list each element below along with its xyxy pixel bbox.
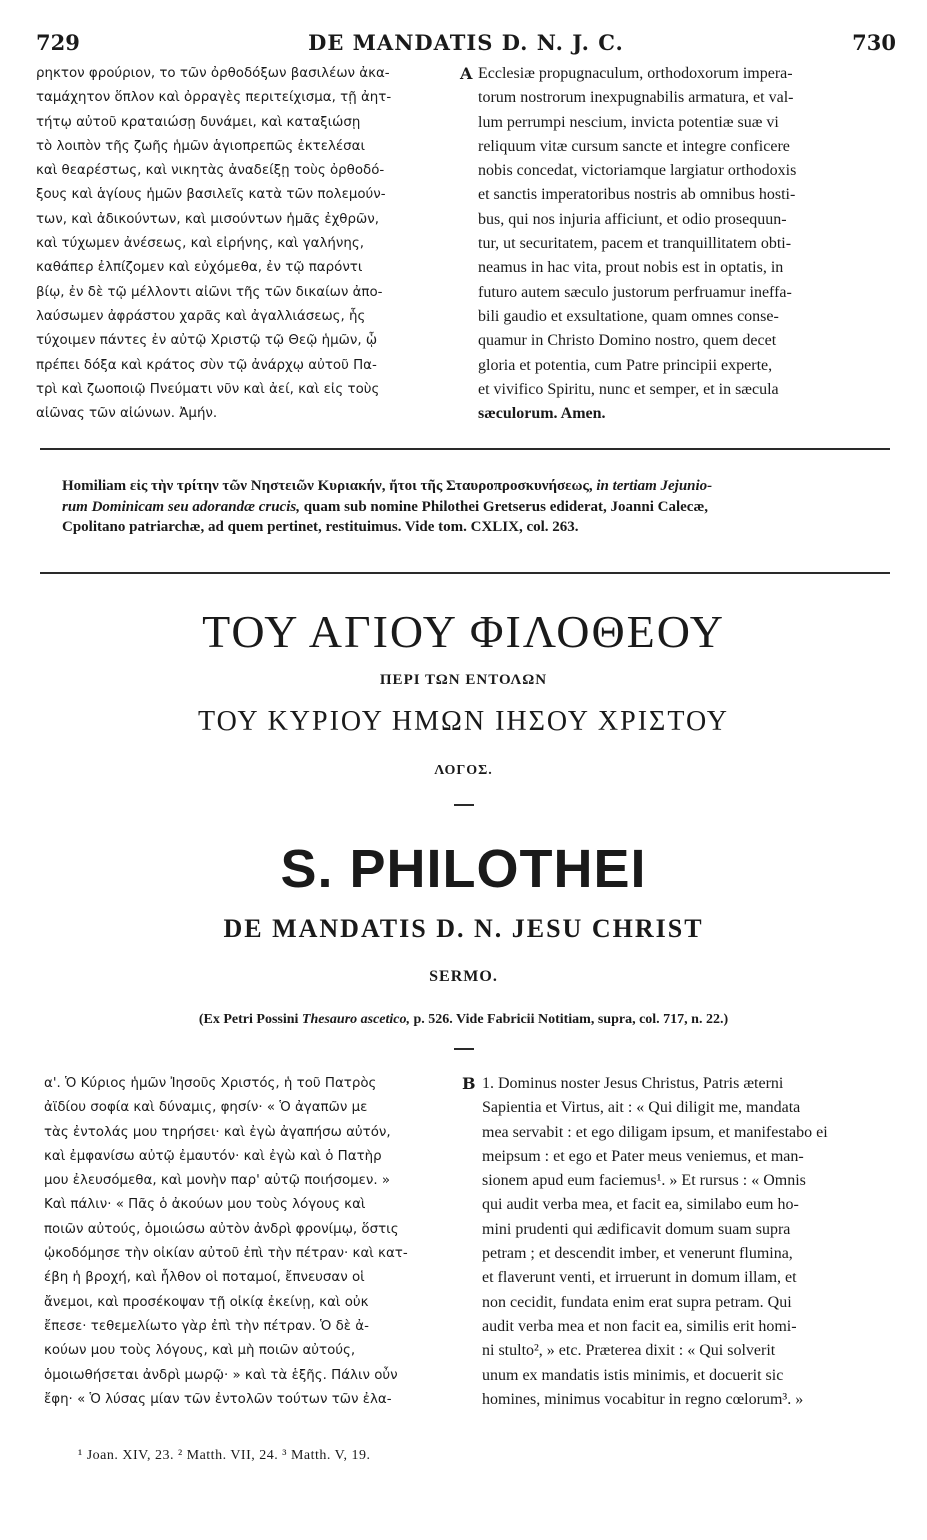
text-line: sionem apud eum faciemus¹. » Et rursus : « Omnis [482,1172,806,1190]
intro-line [62,497,898,518]
text-line: bili gaudio et exsultatione, quam omnes conse- [478,307,779,325]
top-latin-column [478,62,892,426]
text-line: gloria et potentia, cum Patre principii experte, [478,356,773,374]
text-line: Ecclesiæ propugnaculum, orthodoxorum impera- [478,65,793,82]
text-line: non cecidit, fundata enim erat supra petram. Qui [482,1293,792,1311]
text-line: ἄνεμοι, καὶ προσέκοψαν τῇ οἰκίᾳ ἐκείνῃ, καὶ οὐκ [44,1294,369,1310]
text-line: καὶ θεαρέστως, καὶ νικητὰς ἀναδείξῃ τοὺς ὀρθοδό- [36,163,385,179]
intro-text: Homiliam εἰς τὴν τρίτην τῶν Νηστειῶν Κυριακήν, ἤτοι τῆς Σταυροπροσκυνήσεως, [62,478,593,494]
text-line: torum nostrorum inexpugnabilis armatura, et val- [478,89,794,107]
text-line: τήτῳ αὐτοῦ κραταιώσῃ δυνάμει, καὶ καταξιώσῃ [36,114,361,130]
text-line: ἔπεσε· τεθεμελίωτο γὰρ ἐπὶ τὴν πέτραν. Ὁ δὲ ἀ- [44,1318,369,1334]
text-line: Καὶ πάλιν· « Πᾶς ὁ ἀκούων μου τοὺς λόγους καὶ [44,1197,366,1213]
text-line: petram ; et descendit imber, et venerunt flumina, [482,1245,793,1263]
text-line: κούων μου τοὺς λόγους, καὶ μὴ ποιῶν αὐτούς, [44,1343,356,1359]
intro-italic: rum Dominicam seu adorandæ crucis, [62,498,300,515]
text-line: μου ἐλευσόμεθα, καὶ μονὴν παρ' αὐτῷ ποιήσομεν. » [44,1173,391,1189]
text-line: ἀϊδίου σοφία καὶ δύναμις, φησίν· « Ὁ ἀγαπῶν με [44,1100,368,1116]
text-line: sæculorum. Amen. [478,405,606,423]
column-marker-a: A [460,64,473,83]
text-line: λαύσωμεν ἀφράστου χαρᾶς καὶ ἀγαλλιάσεως, ἧς [36,308,366,324]
text-line: ᾠκοδόμησε τὴν οἰκίαν αὐτοῦ ἐπὶ τὴν πέτραν· καὶ κατ- [44,1246,408,1262]
text-line: et flaverunt venti, et irruerunt in domum illam, et [482,1269,797,1287]
text-line: τύχοιμεν πάντες ἐν αὐτῷ Χριστῷ τῷ Θεῷ ἡμῶν, ᾧ [36,333,378,349]
intro-italic: in tertiam Jejunio- [596,478,713,494]
text-line: ni stulto², » etc. Præterea dixit : « Qui solverit [482,1342,776,1360]
footnotes: ¹ Joan. XIV, 23. ² Matth. VII, 24. ³ Matth. V, 19. [78,1448,371,1463]
source-note [0,1012,927,1028]
text-line: ξους καὶ ἁγίους ἡμῶν βασιλεῖς κατὰ τῶν πολεμούν- [36,187,386,203]
latin-sermo: SERMO. [429,968,498,985]
column-marker-b: B [462,1074,476,1093]
page-number-left: 729 [36,30,80,55]
text-line: τὰς ἐντολάς μου τηρήσει· καὶ ἐγὼ ἀγαπήσω αὐτόν, [44,1124,391,1140]
text-line: mea servabit : et ego diligam ipsum, et manifestabo ei [482,1123,828,1141]
text-line: futuro autem sæculo justorum perfruamur ineffa- [478,283,792,301]
text-line: Sapientia et Virtus, ait : « Qui diligit me, mandata [482,1099,801,1117]
text-line: ρηκτον φρούριον, το τῶν ὀρθοδόξων βασιλέων ἀκα- [36,66,390,81]
text-line: βίῳ, ἐν δὲ τῷ μέλλοντι αἰῶνι τῆς τῶν δικαίων ἀπο- [36,284,383,300]
text-line: nobis concedat, victoriamque largiatur orthodoxis [478,162,797,180]
text-line: reliquum vitæ cursum sancte et integre conficere [478,137,790,155]
text-line: lum perrumpi nescium, invicta potentiæ suæ vi [478,113,779,131]
section-rule [40,572,890,574]
section-rule [40,448,890,450]
text-line: tur, ut securitatem, pacem et tranquillitatem obti- [478,235,792,253]
text-line: καθάπερ ἐλπίζομεν καὶ εὐχόμεθα, ἐν τῷ παρόντι [36,260,363,276]
intro-note [62,476,898,538]
source-note-a: (Ex Petri Possini [198,1012,299,1027]
greek-main-title: ΤΟΥ ΑΓΙΟΥ ΦΙΛΟΘΕΟΥ [202,606,725,657]
text-line: et sanctis imperatoribus nostris ab omnibus hosti- [478,186,796,204]
text-line: έβη ἡ βροχή, καὶ ἦλθον οἱ ποταμοί, ἔπνευσαν οἱ [44,1270,365,1286]
source-note-c: p. 526. Vide Fabricii Notitiam, supra, col. 717, n. 22.) [413,1012,729,1027]
text-line: καὶ ἐμφανίσω αὐτῷ ἐμαυτόν· καὶ ἐγὼ καὶ ὁ Πατὴρ [44,1148,382,1164]
greek-subtitle-1: ΠΕΡΙ ΤΩΝ ΕΝΤΟΛΩΝ [379,672,548,688]
text-line: α'. Ὁ Κύριος ἡμῶν Ἰησοῦς Χριστός, ἡ τοῦ Πατρὸς [44,1076,377,1091]
text-line: qui audit verba mea, et facit ea, similabo eum ho- [482,1196,799,1214]
text-line: των, καὶ ἀδικούντων, καὶ μισούντων ἡμᾶς ἐχθρῶν, [36,211,379,227]
text-line: ἔφη· « Ὁ λύσας μίαν τῶν ἐντολῶν τούτων τῶν ἐλα- [44,1391,392,1407]
title-dash [454,804,474,806]
text-line: τὸ λοιπὸν τῆς ζωῆς ἡμῶν ἁγιοπρεπῶς ἐκτελέσαι [36,138,365,154]
running-title: DE MANDATIS D. N. J. C. [308,30,624,55]
text-line: mini prudenti qui ædificavit domum suam supra [482,1220,791,1238]
text-line: αἰῶνας τῶν αἰώνων. Ἀμήν. [36,406,218,422]
text-line: ταμάχητον ὅπλον καὶ ὀρραγὲς περιτείχισμα, τῇ ἀητ- [36,90,392,106]
text-line: neamus in hac vita, prout nobis est in optatis, in [478,259,784,277]
text-line: meipsum : et ego et Pater meus veniemus, et man- [482,1147,804,1165]
greek-logos: ΛΟΓΟΣ. [434,763,493,778]
page-number-right: 730 [852,30,896,55]
text-line: τρὶ καὶ ζωοποιῷ Πνεύματι νῦν καὶ ἀεί, καὶ εἰς τοὺς [36,381,380,397]
text-line: ποιῶν αὐτούς, ὁμοιώσω αὐτὸν ἀνδρὶ φρονίμῳ, ὅστις [44,1221,399,1237]
title-dash [454,1048,474,1050]
text-line: homines, minimus vocabitur in regno cœlorum³. » [482,1390,804,1408]
text-line: καὶ τύχωμεν ἀνέσεως, καὶ εἰρήνης, καὶ γαλήνης, [36,236,364,252]
intro-line [62,476,898,497]
latin-subtitle: DE MANDATIS D. N. JESU CHRIST [223,914,704,943]
bottom-latin-column [482,1072,894,1412]
latin-main-title: S. PHILOTHEI [280,839,647,899]
bottom-greek-column [44,1072,456,1412]
intro-text: quam sub nomine Philothei Gretserus ediderat, Joanni Calecæ, [303,498,709,515]
source-note-title: Thesauro ascetico, [301,1012,411,1027]
text-line: ὁμοιωθήσεται ἀνδρὶ μωρῷ· » καὶ τὰ ἑξῆς. Πάλιν οὖν [44,1367,398,1383]
text-line: unum ex mandatis istis minimis, et docuerit sic [482,1366,784,1384]
text-line: bus, qui nos injuria afficiunt, et odio prosequun- [478,210,787,228]
text-line: 1. Dominus noster Jesus Christus, Patris æterni [482,1075,784,1092]
text-line: quamur in Christo Domino nostro, quem decet [478,332,777,350]
running-header [36,30,896,64]
intro-line: Cpolitano patriarchæ, ad quem pertinet, restituimus. Vide tom. CXLIX, col. 263. [62,519,579,535]
top-greek-column [36,62,456,426]
text-line: audit verba mea et non facit ea, similis erit homi- [482,1317,797,1335]
text-line: πρέπει δόξα καὶ κράτος σὺν τῷ ἀνάρχῳ αὐτοῦ Πα- [36,357,377,373]
greek-subtitle-2: ΤΟΥ ΚΥΡΙΟΥ ΗΜΩΝ ΙΗΣΟΥ ΧΡΙΣΤΟΥ [197,706,729,737]
text-line: et vivifico Spiritu, nunc et semper, et in sæcula [478,380,779,398]
